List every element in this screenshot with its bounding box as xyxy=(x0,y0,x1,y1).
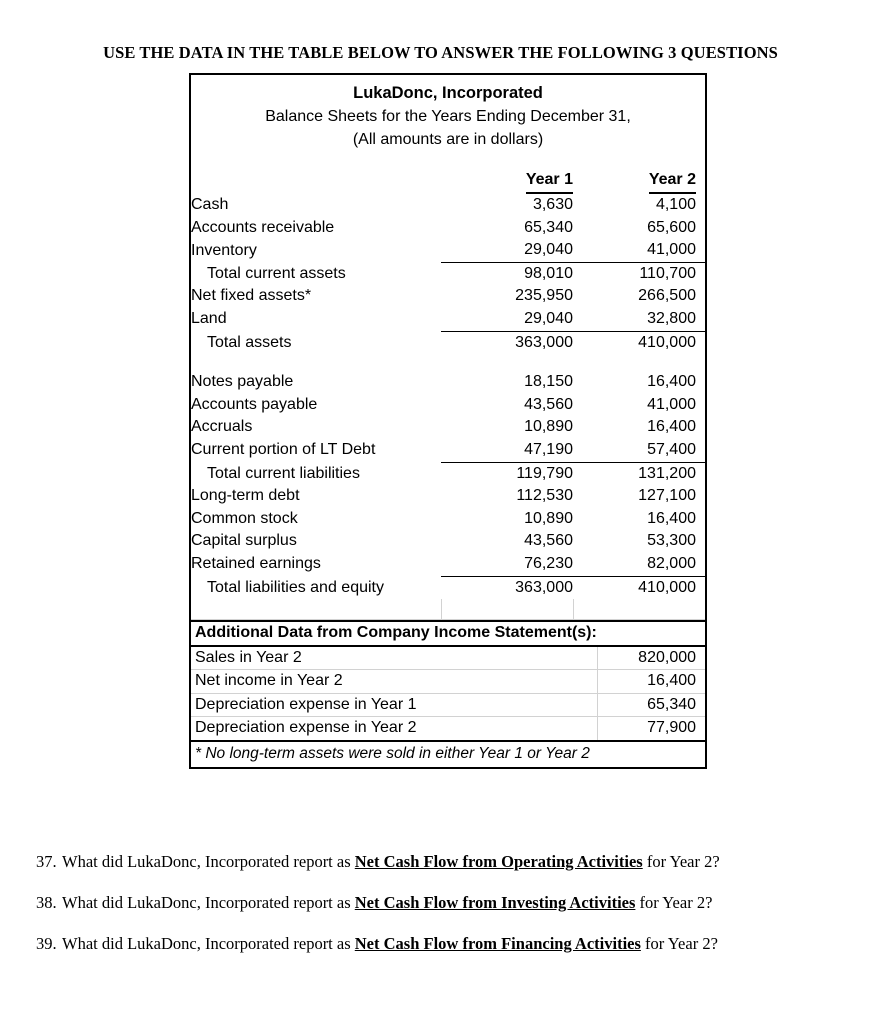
row-year2-value: 410,000 xyxy=(638,333,696,351)
row-label: Retained earnings xyxy=(191,555,321,573)
column-header-year2: Year 2 xyxy=(573,168,705,194)
row-year2-value: 127,100 xyxy=(638,487,696,505)
table-row xyxy=(191,485,705,508)
row-label: Net income in Year 2 xyxy=(191,670,597,694)
question-number: 39. xyxy=(36,934,57,953)
table-row-subtotal xyxy=(191,462,705,485)
column-header-year1: Year 1 xyxy=(441,168,573,194)
question-prefix: What did LukaDonc, Incorporated report as xyxy=(62,893,355,912)
table-row xyxy=(191,646,705,670)
row-label: Sales in Year 2 xyxy=(191,646,597,670)
sheet-subtitle-units: (All amounts are in dollars) xyxy=(352,131,544,148)
question-text xyxy=(62,934,718,954)
grid-spacer-row xyxy=(191,599,705,620)
row-year2-value: 41,000 xyxy=(573,239,705,262)
question-item xyxy=(36,893,856,913)
row-label: Accounts payable xyxy=(191,395,318,413)
row-year1-value: 98,010 xyxy=(524,264,573,282)
row-value: 77,900 xyxy=(597,717,705,741)
additional-data-heading: Additional Data from Company Income Statement(s): xyxy=(191,621,705,646)
balance-sheet-rows xyxy=(191,154,705,620)
row-value: 820,000 xyxy=(597,646,705,670)
column-header-row xyxy=(191,168,705,194)
row-year2-value: 53,300 xyxy=(647,532,696,550)
question-text xyxy=(62,852,720,872)
question-prefix: What did LukaDonc, Incorporated report as xyxy=(62,934,355,953)
row-label: Depreciation expense in Year 1 xyxy=(191,693,597,717)
row-year2-value: 16,400 xyxy=(647,418,696,436)
row-label: Capital surplus xyxy=(191,532,297,550)
additional-data-heading-row xyxy=(191,621,705,646)
row-year2-value: 41,000 xyxy=(647,395,696,413)
question-text xyxy=(62,893,712,913)
question-suffix: for Year 2? xyxy=(642,852,720,871)
sheet-title-block xyxy=(191,75,705,154)
question-item xyxy=(36,852,856,872)
row-year2-value: 32,800 xyxy=(573,308,705,331)
question-number: 38. xyxy=(36,893,57,912)
row-label: Total liabilities and equity xyxy=(207,578,384,596)
row-year2-value: 65,600 xyxy=(647,218,696,236)
table-row xyxy=(191,285,705,308)
table-row xyxy=(191,553,705,576)
question-number: 37. xyxy=(36,852,57,871)
row-label: Total current liabilities xyxy=(207,464,360,482)
row-year2-value: 16,400 xyxy=(647,509,696,527)
row-year1-value: 29,040 xyxy=(441,308,573,331)
balance-sheet-table xyxy=(189,73,707,769)
additional-data-table xyxy=(191,620,705,741)
row-label: Current portion of LT Debt xyxy=(191,441,376,459)
row-label: Net fixed assets* xyxy=(191,287,312,305)
row-value: 65,340 xyxy=(597,693,705,717)
question-emphasis: Net Cash Flow from Investing Activities xyxy=(354,893,636,912)
row-year1-value: 10,890 xyxy=(524,509,573,527)
row-year1-value: 10,890 xyxy=(524,418,573,436)
row-year2-value: 131,200 xyxy=(638,464,696,482)
table-row xyxy=(191,670,705,694)
section-spacer-row xyxy=(191,354,705,371)
question-emphasis: Net Cash Flow from Operating Activities xyxy=(354,852,643,871)
company-name: LukaDonc, Incorporated xyxy=(353,84,543,102)
row-label: Total assets xyxy=(207,333,292,351)
row-year2-value: 82,000 xyxy=(573,553,705,576)
row-year2-value: 57,400 xyxy=(573,439,705,462)
table-row xyxy=(191,217,705,240)
row-value: 16,400 xyxy=(597,670,705,694)
header-spacer-row xyxy=(191,154,705,168)
row-label: Total current assets xyxy=(207,264,346,282)
row-year1-value: 235,950 xyxy=(515,287,573,305)
table-row xyxy=(191,371,705,394)
row-label: Common stock xyxy=(191,509,298,527)
row-year1-value: 76,230 xyxy=(441,553,573,576)
row-year2-value: 410,000 xyxy=(638,578,696,596)
table-footnote: * No long-term assets were sold in either Year 1 or Year 2 xyxy=(191,741,705,767)
table-row xyxy=(191,530,705,553)
table-row xyxy=(191,239,705,262)
row-year1-value: 43,560 xyxy=(524,532,573,550)
row-year1-value: 3,630 xyxy=(532,196,573,213)
table-row-total xyxy=(191,331,705,354)
row-year1-value: 18,150 xyxy=(524,373,573,391)
row-year1-value: 363,000 xyxy=(515,333,573,351)
row-year1-value: 119,790 xyxy=(516,464,573,482)
row-label: Accruals xyxy=(191,418,253,436)
row-label: Notes payable xyxy=(191,373,294,391)
row-label: Depreciation expense in Year 2 xyxy=(191,717,597,741)
row-label: Accounts receivable xyxy=(191,218,335,236)
table-row xyxy=(191,717,705,741)
row-year1-value: 29,040 xyxy=(441,239,573,262)
table-row xyxy=(191,439,705,462)
row-label: Long-term debt xyxy=(191,487,300,505)
table-row xyxy=(191,194,705,217)
table-row xyxy=(191,508,705,531)
table-row xyxy=(191,308,705,331)
row-year1-value: 363,000 xyxy=(515,578,573,596)
row-label: Cash xyxy=(191,196,229,213)
row-year1-value: 65,340 xyxy=(524,218,573,236)
question-emphasis: Net Cash Flow from Financing Activities xyxy=(354,934,641,953)
table-row xyxy=(191,394,705,417)
table-row xyxy=(191,693,705,717)
question-item xyxy=(36,934,856,954)
row-year2-value: 110,700 xyxy=(639,264,696,282)
row-label: Inventory xyxy=(191,241,257,259)
questions-list xyxy=(36,852,856,975)
row-label: Land xyxy=(191,310,227,328)
table-row-total xyxy=(191,576,705,599)
row-year1-value: 112,530 xyxy=(516,487,573,505)
question-prefix: What did LukaDonc, Incorporated report as xyxy=(62,852,355,871)
question-suffix: for Year 2? xyxy=(640,934,718,953)
table-row-subtotal xyxy=(191,262,705,285)
page-title: USE THE DATA IN THE TABLE BELOW TO ANSWER THE FOLLOWING 3 QUESTIONS xyxy=(103,43,778,62)
row-year1-value: 47,190 xyxy=(441,439,573,462)
row-year1-value: 43,560 xyxy=(524,395,573,413)
sheet-subtitle-period: Balance Sheets for the Years Ending December 31, xyxy=(265,108,631,125)
row-year2-value: 266,500 xyxy=(638,287,696,305)
row-year2-value: 4,100 xyxy=(655,196,696,213)
question-suffix: for Year 2? xyxy=(635,893,713,912)
table-row xyxy=(191,416,705,439)
row-year2-value: 16,400 xyxy=(647,373,696,391)
